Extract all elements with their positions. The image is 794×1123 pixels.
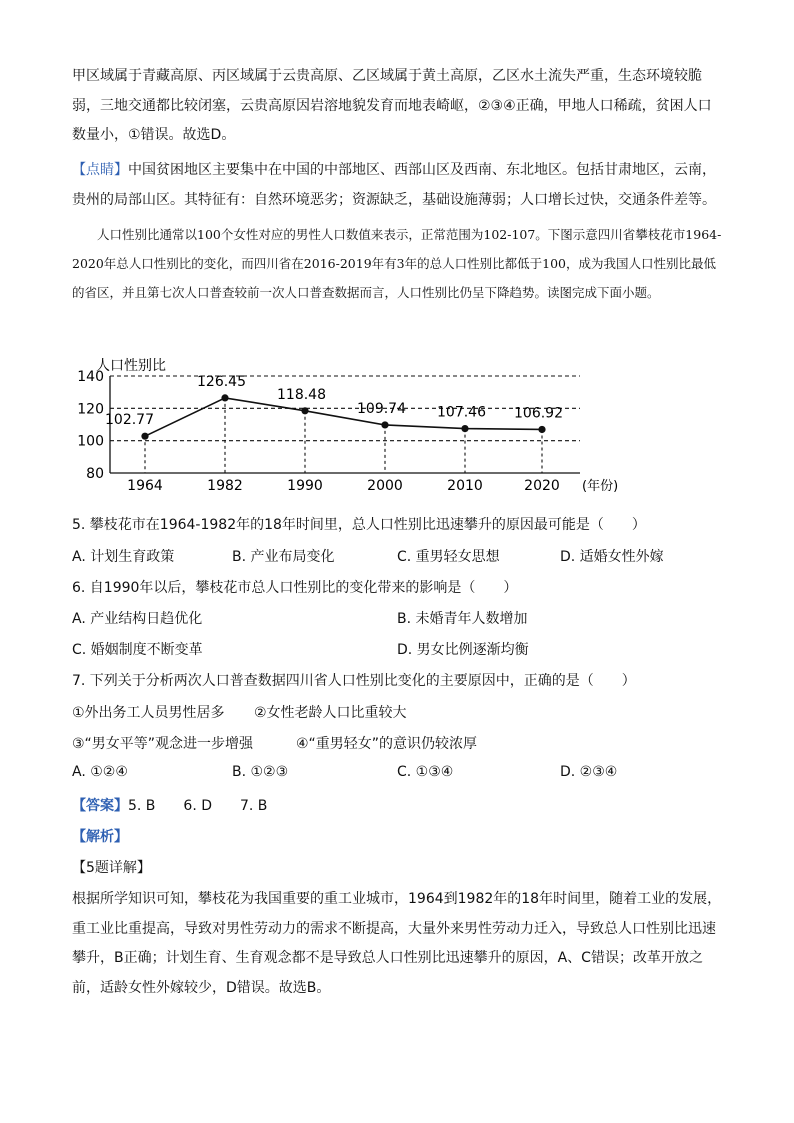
data-point (381, 421, 388, 428)
data-value-label: 102.77 (105, 412, 154, 429)
q7-statement-3: ③“男女平等”观念进一步增强 (72, 736, 254, 752)
x-tick-label: 2020 (524, 478, 560, 494)
data-value-label: 126.45 (197, 373, 246, 390)
q6-option-b[interactable]: B. 未婚青年人数增加 (397, 611, 528, 627)
data-point (538, 426, 545, 433)
q7-option-d[interactable]: D. ②③④ (560, 764, 618, 780)
x-tick-label: 1982 (207, 478, 243, 494)
y-tick-label: 140 (77, 369, 104, 385)
tip-text: 中国贫困地区主要集中在中国的中部地区、西部山区及西南、东北地区。包括甘肃地区，云南，贵州的局部山区。其特征有：自然环境恶劣；资源缺乏，基础设施薄弱；人口增长过快，交通条件差等。 (72, 162, 716, 208)
q6-option-c[interactable]: C. 婚姻制度不断变革 (72, 642, 203, 658)
data-point (221, 394, 228, 401)
x-tick-label: 2010 (447, 478, 483, 494)
q7-option-c[interactable]: C. ①③④ (397, 764, 454, 780)
detail-label: 【5题详解】 (72, 860, 151, 876)
q7-statement-2: ②女性老龄人口比重较大 (254, 705, 407, 721)
q7-statement-1: ①外出务工人员男性居多 (72, 705, 225, 721)
q5-option-c[interactable]: C. 重男轻女思想 (397, 549, 500, 565)
data-value-label: 118.48 (277, 386, 326, 403)
question-intro: 人口性别比通常以100个女性对应的男性人口数值来表示，正常范围为102-107。下图示意四川省攀枝花市1964-2020年总人口性别比的变化，而四川省在2016-2019年有3年的总人口性别比都低于100，成为我国人口性别比最低的省区，并且第七次人口普查较前一次人口普查数据而言，人口性别比仍呈下降趋势。读图完成下面小题。 (72, 227, 722, 300)
chart-ylabel: 人口性别比 (96, 358, 166, 374)
data-point (141, 433, 148, 440)
answer-text: 5. B 6. D 7. B (128, 798, 268, 814)
q5-stem: 5. 攀枝花市在1964-1982年的18年时间里，总人口性别比迅速攀升的原因最可能是（ ） (72, 517, 646, 533)
tip-paragraph (72, 156, 724, 215)
detail-text: 根据所学知识可知，攀枝花为我国重要的重工业城市，1964到1982年的18年时间里，随着工业的发展，重工业比重提高，导致对男性劳动力的需求不断提高，大量外来男性劳动力迁入，导致总人口性别比迅速攀升，B正确；计划生育、生育观念都不是导致总人口性别比迅速攀升的原因，A、C错误；改革开放之前，适龄女性外嫁较少，D错误。故选B。 (72, 891, 722, 996)
data-point (461, 425, 468, 432)
x-tick-label: 1964 (127, 478, 163, 494)
x-tick-label: 2000 (367, 478, 403, 494)
data-point (301, 407, 308, 414)
y-tick-label: 120 (77, 401, 104, 418)
q6-option-d[interactable]: D. 男女比例逐渐均衡 (397, 642, 529, 658)
explanation-paragraph: 甲区域属于青藏高原、丙区域属于云贵高原、乙区域属于黄土高原，乙区水土流失严重，生态环境较脆弱，三地交通都比较闭塞，云贵高原因岩溶地貌发育而地表崎岖，②③④正确，甲地人口稀疏，贫困人口数量小，①错误。故选D。 (72, 68, 712, 143)
data-value-label: 109.74 (357, 400, 406, 417)
q7-stem: 7. 下列关于分析两次人口普查数据四川省人口性别比变化的主要原因中，正确的是（ ） (72, 673, 636, 689)
tip-label: 【点睛】 (72, 162, 128, 178)
data-value-label: 106.92 (514, 405, 563, 422)
q7-option-a[interactable]: A. ①②④ (72, 764, 128, 780)
q5-option-a[interactable]: A. 计划生育政策 (72, 549, 175, 565)
y-tick-label: 100 (77, 433, 104, 450)
analysis-label: 【解析】 (72, 829, 128, 845)
q5-option-b[interactable]: B. 产业布局变化 (232, 549, 335, 565)
q6-stem: 6. 自1990年以后，攀枝花市总人口性别比的变化带来的影响是（ ） (72, 580, 518, 596)
q5-option-d[interactable]: D. 适婚女性外嫁 (560, 549, 664, 565)
answer-line (72, 795, 267, 815)
chart-xlabel: (年份) (582, 479, 619, 494)
q6-option-a[interactable]: A. 产业结构日趋优化 (72, 611, 203, 627)
data-value-label: 107.46 (437, 404, 486, 421)
sex-ratio-line-chart (70, 350, 670, 500)
y-tick-label: 80 (86, 466, 104, 482)
answer-label: 【答案】 (72, 798, 128, 814)
q7-statement-4: ④“重男轻女”的意识仍较浓厚 (296, 736, 478, 752)
q7-option-b[interactable]: B. ①②③ (232, 764, 289, 780)
x-tick-label: 1990 (287, 478, 323, 494)
